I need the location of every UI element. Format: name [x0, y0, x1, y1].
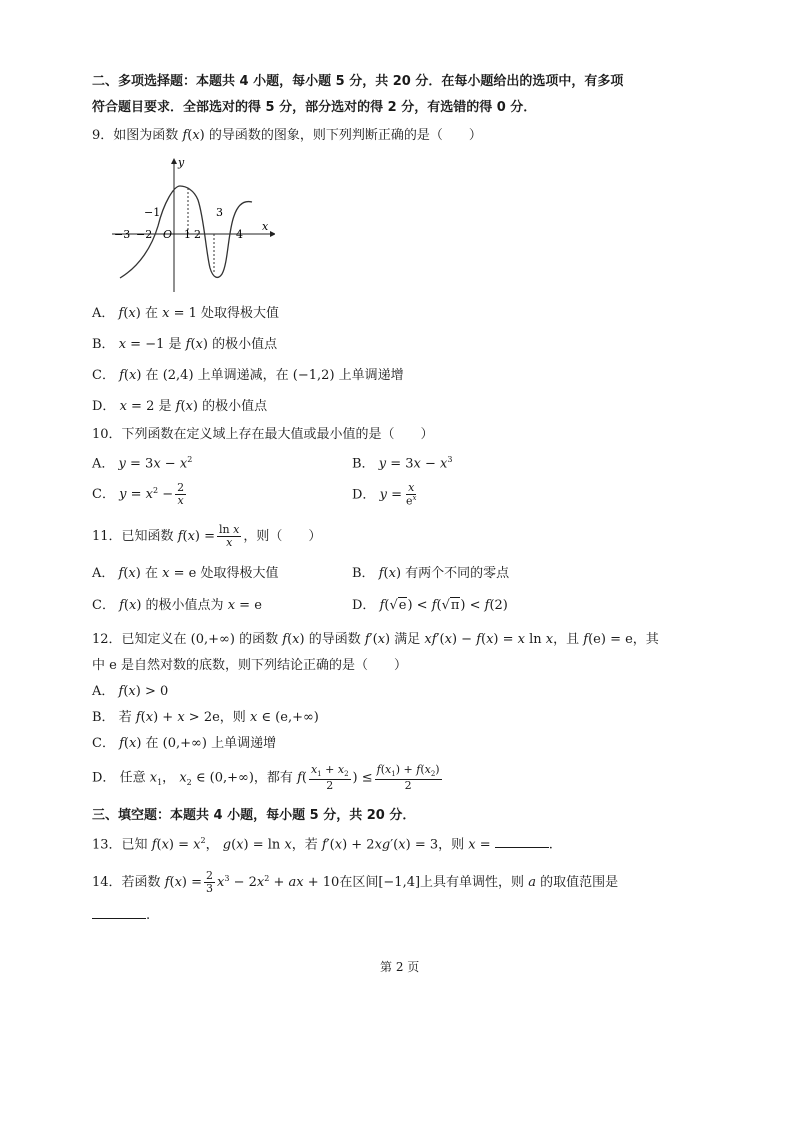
q11-stem: 11．已知函数 f(x) = $\frac{\text{ln x}}{x}$ ，则（ ）	[92, 523, 322, 550]
page-number: 第 2 页	[380, 960, 420, 974]
q9-stem: 9．如图为函数 f(x) 的导函数的图象，则下列判断正确的是（ ）	[92, 128, 482, 143]
q10-option-a: A． $y = 3x - x^2$	[92, 455, 193, 472]
q14-stem: 14．若函数 f(x) = $\frac{2}{3}$ $x^3 - 2x^2$ + ax + 10在区间[−1,4]上具有单调性，则 a 的取值范围是	[92, 869, 619, 896]
graph-tick-m1: −1	[144, 206, 161, 219]
q9-option-d: D． x = 2 是 f(x) 的极小值点	[92, 399, 268, 414]
q13-answer-blank[interactable]	[495, 837, 549, 848]
graph-tick-p1: 1	[184, 228, 191, 241]
q9-option-b: B． x = −1 是 f(x) 的极小值点	[92, 337, 278, 352]
q10-stem: 10．下列函数在定义域上存在最大值或最小值的是（ ）	[92, 427, 434, 442]
q9-derivative-graph	[110, 156, 275, 296]
q9-option-a: A． f(x) 在 x = 1 处取得极大值	[92, 306, 280, 321]
graph-tick-m3: −3	[114, 228, 131, 241]
graph-tick-p4: 4	[236, 228, 243, 241]
q10-option-d: D． y = $\frac{x}{e^x}$	[352, 481, 417, 508]
section2-header-line1: 二、多项选择题：本题共 4 小题，每小题 5 分，共 20 分．在每小题给出的选项中，有多项	[92, 74, 624, 89]
graph-tick-m2: −2	[136, 228, 153, 241]
q12-option-d: D． 任意 $x_1$， $x_2$ ∈ (0,+∞)，都有 f( $\frac{x_1 + x_2}{2}$ ) ≤ $\frac{f(x_1) + f(x_2)}{2}$	[92, 763, 440, 792]
graph-y-label: y	[178, 156, 185, 169]
q11-option-b: B． f(x) 有两个不同的零点	[352, 566, 510, 581]
q11-option-c: C． f(x) 的极小值点为 x = e	[92, 598, 262, 613]
q9-option-c: C． f(x) 在 (2,4) 上单调递减，在 (−1,2) 上单调递增	[92, 368, 404, 383]
section2-header-line2: 符合题目要求．全部选对的得 5 分，部分选对的得 2 分，有选错的得 0 分．	[92, 100, 537, 115]
graph-tick-p3: 3	[216, 206, 223, 219]
graph-origin-label: O	[163, 228, 173, 241]
q11-option-a: A． f(x) 在 x = e 处取得极大值	[92, 566, 279, 581]
q12-stem-line2: 中 e 是自然对数的底数，则下列结论正确的是（ ）	[92, 658, 407, 673]
q14-answer-line: .	[92, 908, 150, 924]
q10-option-c: C． $y = x^2$ − $\frac{2}{x}$	[92, 481, 185, 508]
q12-stem-line1: 12．已知定义在 (0,+∞) 的函数 f(x) 的导函数 f′(x) 满足 xf′(x) − f(x) = x ln x，且 f(e) = e，其	[92, 632, 659, 647]
q10-option-b: B． $y = 3x - x^3$	[352, 455, 453, 472]
section3-header: 三、填空题：本题共 4 小题，每小题 5 分，共 20 分．	[92, 808, 416, 823]
q12-option-b: B． 若 f(x) + x > 2e，则 x ∈ (e,+∞)	[92, 710, 319, 725]
graph-x-label: x	[262, 220, 269, 233]
graph-tick-p2: 2	[194, 228, 201, 241]
q14-answer-blank[interactable]	[92, 908, 146, 919]
q13-stem: 13．已知 $f(x) = x^2$， g(x) = ln x，若 f′(x) + 2xg′(x) = 3，则 x = .	[92, 836, 553, 853]
q12-option-a: A． f(x) > 0	[92, 684, 169, 699]
q12-option-c: C． f(x) 在 (0,+∞) 上单调递增	[92, 736, 277, 751]
q11-option-d: D． f(√e) < f(√π) < f(2)	[352, 598, 508, 613]
